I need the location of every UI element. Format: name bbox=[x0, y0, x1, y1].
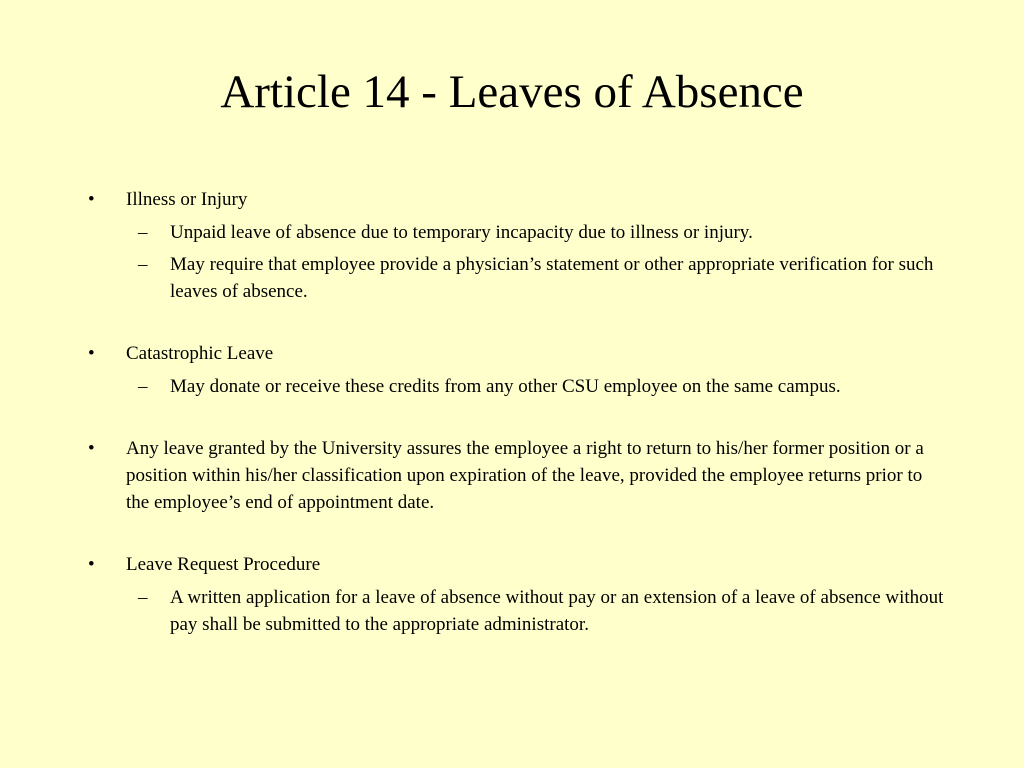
bullet-icon: • bbox=[88, 554, 95, 575]
bullet-text: Leave Request Procedure bbox=[126, 554, 321, 575]
bullet-group-return-right bbox=[86, 435, 946, 516]
sub-list bbox=[86, 219, 946, 305]
bullet-group-illness bbox=[86, 186, 946, 305]
bullet-item bbox=[86, 186, 946, 213]
sub-item bbox=[86, 251, 946, 305]
dash-icon: – bbox=[138, 254, 148, 275]
sub-list bbox=[86, 373, 946, 400]
sub-item bbox=[86, 373, 946, 400]
bullet-item bbox=[86, 435, 946, 516]
sub-item-text: May donate or receive these credits from any other CSU employee on the same campus. bbox=[170, 376, 841, 397]
bullet-item bbox=[86, 551, 946, 578]
sub-list bbox=[86, 584, 946, 638]
bullet-text: Any leave granted by the University assures the employee a right to return to his/her former position or a position within his/her classification upon expiration of the leave, provided the employee returns prior to the employee’s end of appointment date. bbox=[126, 438, 924, 513]
sub-item-text: May require that employee provide a physician’s statement or other appropriate verification for such leaves of absence. bbox=[170, 254, 934, 302]
bullet-text: Catastrophic Leave bbox=[126, 343, 274, 364]
dash-icon: – bbox=[138, 587, 148, 608]
slide-content bbox=[86, 186, 946, 673]
sub-item bbox=[86, 584, 946, 638]
slide-title: Article 14 - Leaves of Absence bbox=[220, 66, 804, 118]
sub-item-text: Unpaid leave of absence due to temporary incapacity due to illness or injury. bbox=[170, 222, 753, 243]
sub-item-text: A written application for a leave of absence without pay or an extension of a leave of absence without pay shall be submitted to the appropriate administrator. bbox=[170, 587, 944, 635]
bullet-icon: • bbox=[88, 343, 95, 364]
bullet-icon: • bbox=[88, 438, 95, 459]
bullet-icon: • bbox=[88, 189, 95, 210]
bullet-item bbox=[86, 340, 946, 367]
bullet-text: Illness or Injury bbox=[126, 189, 248, 210]
dash-icon: – bbox=[138, 222, 148, 243]
sub-item bbox=[86, 219, 946, 246]
bullet-group-request-procedure bbox=[86, 551, 946, 638]
bullet-group-catastrophic bbox=[86, 340, 946, 400]
dash-icon: – bbox=[138, 376, 148, 397]
